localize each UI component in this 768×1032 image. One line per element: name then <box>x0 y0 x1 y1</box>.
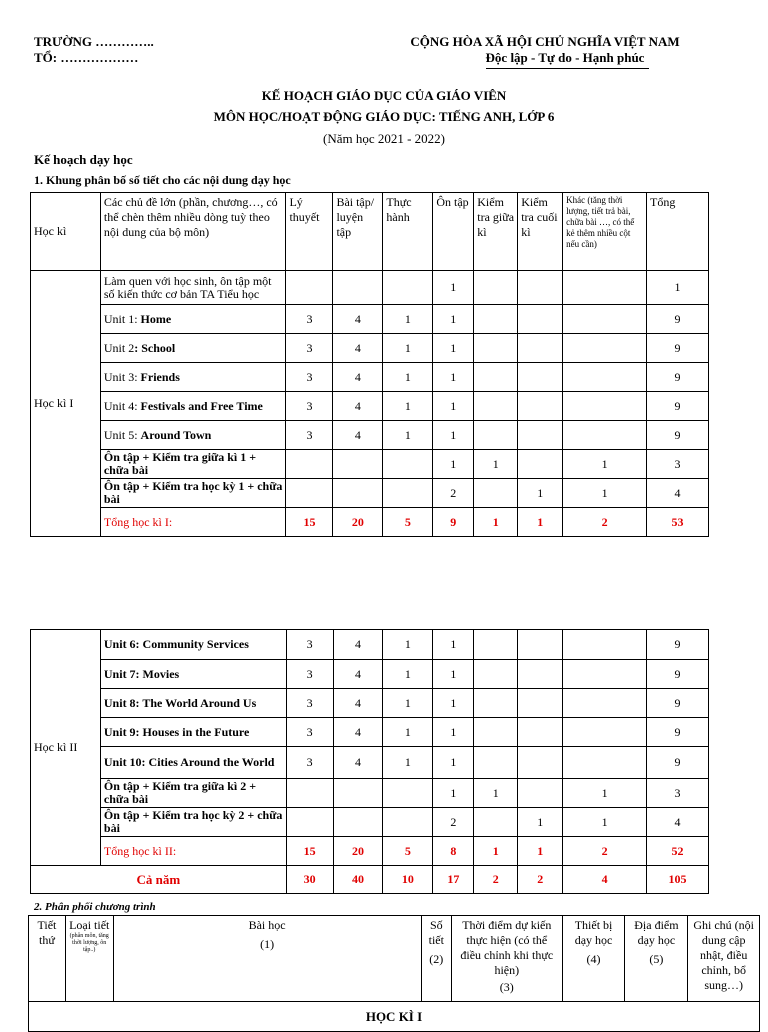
col-ghi-chu: Ghi chú (nội dung cập nhật, điều chỉnh, bổ sung…) <box>688 916 760 1002</box>
school-header <box>34 34 154 66</box>
cell-th: 1 <box>383 689 433 718</box>
thiet-bi-num: (4) <box>586 952 601 966</box>
cell-lt: 3 <box>286 363 333 392</box>
total-khac: 2 <box>563 837 647 866</box>
semester2-table <box>30 629 709 894</box>
semester1-label: Học kì I <box>31 271 101 537</box>
col-on-tap: Ôn tập <box>433 193 474 271</box>
total-khac: 2 <box>563 508 647 537</box>
col-dia-diem <box>625 916 688 1002</box>
table-row <box>31 479 709 508</box>
cell-bt: 4 <box>333 392 383 421</box>
table-row <box>31 305 709 334</box>
year-label: Cả năm <box>31 866 287 894</box>
cell-ot: 1 <box>433 747 474 779</box>
unit-label: Unit 10: Cities Around the World <box>100 747 286 779</box>
year-ck: 2 <box>518 866 563 894</box>
nation-header <box>400 34 690 66</box>
school-name: TRƯỜNG ………….. <box>34 34 154 49</box>
cell-th: 1 <box>383 305 433 334</box>
intro-on-tap: 1 <box>433 271 474 305</box>
col-thoi-diem <box>451 916 562 1002</box>
cell-lt: 3 <box>286 421 333 450</box>
dia-diem-num: (5) <box>649 952 664 966</box>
nation-title: CỘNG HÒA XÃ HỘI CHỦ NGHĨA VIỆT NAM <box>410 34 680 49</box>
cell-tong: 9 <box>647 689 709 718</box>
table-row <box>31 747 709 779</box>
table-header-row <box>29 916 760 1002</box>
intro-tong: 1 <box>647 271 709 305</box>
cell-tong: 9 <box>647 334 709 363</box>
total-ot: 9 <box>433 508 474 537</box>
table-row <box>31 450 709 479</box>
cell-th: 1 <box>383 747 433 779</box>
semester2-label: Học kì II <box>31 630 101 866</box>
cell-ot: 1 <box>433 334 474 363</box>
total-bt: 20 <box>333 508 383 537</box>
table-row <box>31 718 709 747</box>
semester-row <box>29 1002 760 1032</box>
cell-th: 1 <box>383 392 433 421</box>
loai-tiet-note: (phân môn, tăng thời lượng, ôn tập..) <box>69 933 109 953</box>
cell-khac: 1 <box>563 779 647 808</box>
cell-khac: 1 <box>563 479 647 508</box>
cell-tong: 9 <box>647 421 709 450</box>
col-kt-giua-ki: Kiểm tra giữa kì <box>474 193 518 271</box>
col-khac: Khác (tăng thời lượng, tiết trả bài, chữa bài …, có thể kẻ thêm nhiều cột nếu cần) <box>563 193 647 271</box>
doc-title: KẾ HOẠCH GIÁO DỤC CỦA GIÁO VIÊN <box>261 88 507 103</box>
table-row <box>31 630 709 660</box>
table-row <box>31 808 709 837</box>
col-kt-cuoi-ki: Kiểm tra cuối kì <box>518 193 563 271</box>
review-mid-topic: Ôn tập + Kiểm tra giữa kì 1 + chữa bài <box>100 450 286 479</box>
table-row <box>31 660 709 689</box>
cell-bt: 4 <box>333 334 383 363</box>
cell-bt: 4 <box>333 689 383 718</box>
cell-ot: 1 <box>433 630 474 660</box>
unit-label: Unit 4: Festivals and Free Time <box>100 392 286 421</box>
program-table <box>28 915 760 1032</box>
cell-khac: 1 <box>563 450 647 479</box>
section-sub1: 1. Khung phân bố số tiết cho các nội dung dạy học <box>34 173 291 187</box>
cell-th: 1 <box>383 421 433 450</box>
cell-bt: 4 <box>333 660 383 689</box>
review-end-topic: Ôn tập + Kiểm tra học kỳ 1 + chữa bài <box>100 479 286 508</box>
cell-ot: 2 <box>433 479 474 508</box>
year-bt: 40 <box>333 866 383 894</box>
review-mid-topic: Ôn tập + Kiểm tra giữa kì 2 + chữa bài <box>100 779 286 808</box>
cell-ot: 1 <box>433 660 474 689</box>
year-total-row <box>31 866 709 894</box>
cell-lt: 3 <box>286 689 333 718</box>
motto: Độc lập - Tự do - Hạnh phúc <box>485 50 645 65</box>
col-so-tiet <box>421 916 451 1002</box>
total-gk: 1 <box>474 508 518 537</box>
col-ly-thuyet: Lý thuyết <box>286 193 333 271</box>
cell-tong: 3 <box>647 450 709 479</box>
total-ck: 1 <box>518 508 563 537</box>
cell-tong: 9 <box>647 363 709 392</box>
cell-ck: 1 <box>518 479 563 508</box>
cell-ck: 1 <box>518 808 563 837</box>
total-th: 5 <box>383 837 433 866</box>
cell-gk: 1 <box>474 450 518 479</box>
cell-tong: 4 <box>647 808 709 837</box>
year-tong: 105 <box>647 866 709 894</box>
col-chu-de: Các chủ đề lớn (phần, chương…, có thể chèn thêm nhiều dòng tuỳ theo nội dung của bộ môn) <box>100 193 286 271</box>
unit-label: Unit 6: Community Services <box>100 630 286 660</box>
bai-hoc-num: (1) <box>260 937 275 951</box>
col-tiet-thu: Tiết thứ <box>29 916 66 1002</box>
cell-ot: 1 <box>433 718 474 747</box>
col-hoc-ki: Học kì <box>31 193 101 271</box>
motto-underline <box>486 68 649 69</box>
thoi-diem-num: (3) <box>499 980 514 994</box>
unit-label: Unit 1: Home <box>100 305 286 334</box>
total-lt: 15 <box>286 508 333 537</box>
cell-bt: 4 <box>333 305 383 334</box>
col-loai-tiet <box>65 916 113 1002</box>
loai-tiet-label: Loại tiết <box>69 918 110 932</box>
year-lt: 30 <box>286 866 333 894</box>
total-th: 5 <box>383 508 433 537</box>
cell-lt: 3 <box>286 718 333 747</box>
cell-tong: 3 <box>647 779 709 808</box>
table-row <box>31 779 709 808</box>
col-tong: Tổng <box>647 193 709 271</box>
cell-ot: 1 <box>433 392 474 421</box>
total-ot: 8 <box>433 837 474 866</box>
cell-lt: 3 <box>286 660 333 689</box>
year-ot: 17 <box>433 866 474 894</box>
total-row <box>31 508 709 537</box>
cell-gk: 1 <box>474 779 518 808</box>
table-row <box>31 363 709 392</box>
table-row <box>31 689 709 718</box>
cell-ot: 1 <box>433 689 474 718</box>
cell-ot: 1 <box>433 779 474 808</box>
col-thuc-hanh: Thực hành <box>383 193 433 271</box>
semester-label: HỌC KÌ I <box>29 1002 760 1032</box>
col-bai-tap: Bài tập/ luyện tập <box>333 193 383 271</box>
so-tiet-num: (2) <box>429 952 444 966</box>
cell-lt: 3 <box>286 392 333 421</box>
cell-ot: 2 <box>433 808 474 837</box>
section-sub2: 2. Phân phối chương trình <box>34 901 156 913</box>
cell-tong: 9 <box>647 305 709 334</box>
col-thiet-bi <box>562 916 625 1002</box>
cell-bt: 4 <box>333 630 383 660</box>
semester1-table <box>30 192 709 537</box>
total-tong: 52 <box>647 837 709 866</box>
cell-th: 1 <box>383 334 433 363</box>
total-lt: 15 <box>286 837 333 866</box>
total-label: Tổng học kì I: <box>100 508 286 537</box>
total-bt: 20 <box>333 837 383 866</box>
unit-label: Unit 8: The World Around Us <box>100 689 286 718</box>
cell-tong: 9 <box>647 718 709 747</box>
table-row <box>31 392 709 421</box>
intro-topic: Làm quen với học sinh, ôn tập một số kiến thức cơ bản TA Tiểu học <box>100 271 286 305</box>
total-tong: 53 <box>647 508 709 537</box>
dia-diem-label: Địa điểm dạy học <box>634 918 679 947</box>
year-th: 10 <box>383 866 433 894</box>
unit-label: Unit 5: Around Town <box>100 421 286 450</box>
section-heading: Kế hoạch dạy học <box>34 152 133 167</box>
col-bai-hoc <box>113 916 421 1002</box>
doc-subject: MÔN HỌC/HOẠT ĐỘNG GIÁO DỤC: TIẾNG ANH, LỚP 6 <box>213 109 555 124</box>
cell-ot: 1 <box>433 363 474 392</box>
unit-label: Unit 3: Friends <box>100 363 286 392</box>
table-row <box>31 334 709 363</box>
cell-tong: 9 <box>647 660 709 689</box>
bai-hoc-label: Bài học <box>248 918 286 932</box>
cell-th: 1 <box>383 718 433 747</box>
cell-ot: 1 <box>433 421 474 450</box>
cell-th: 1 <box>383 630 433 660</box>
year-gk: 2 <box>474 866 518 894</box>
review-end-topic: Ôn tập + Kiểm tra học kỳ 2 + chữa bài <box>100 808 286 837</box>
cell-ot: 1 <box>433 305 474 334</box>
cell-lt: 3 <box>286 305 333 334</box>
cell-lt: 3 <box>286 630 333 660</box>
unit-label: Unit 7: Movies <box>100 660 286 689</box>
cell-bt: 4 <box>333 363 383 392</box>
total-label: Tổng học kì II: <box>100 837 286 866</box>
cell-tong: 9 <box>647 747 709 779</box>
school-year: (Năm học 2021 - 2022) <box>322 131 446 146</box>
so-tiet-label: Số tiết <box>428 918 444 947</box>
total-ck: 1 <box>518 837 563 866</box>
total-gk: 1 <box>474 837 518 866</box>
total-row <box>31 837 709 866</box>
table-row <box>31 421 709 450</box>
table-header-row <box>31 193 709 271</box>
cell-bt: 4 <box>333 421 383 450</box>
year-khac: 4 <box>563 866 647 894</box>
cell-tong: 9 <box>647 630 709 660</box>
unit-label: Unit 9: Houses in the Future <box>100 718 286 747</box>
thiet-bi-label: Thiết bị dạy học <box>574 918 613 947</box>
cell-lt: 3 <box>286 334 333 363</box>
cell-th: 1 <box>383 363 433 392</box>
table-row <box>31 271 709 305</box>
thoi-diem-label: Thời điểm dự kiến thực hiện (có thể điều chỉnh khi thực hiện) <box>460 918 554 977</box>
cell-lt: 3 <box>286 747 333 779</box>
cell-bt: 4 <box>333 718 383 747</box>
cell-tong: 4 <box>647 479 709 508</box>
group-name: TỔ: ……………… <box>34 50 139 65</box>
cell-khac: 1 <box>563 808 647 837</box>
unit-label: Unit 2: School <box>100 334 286 363</box>
cell-tong: 9 <box>647 392 709 421</box>
cell-ot: 1 <box>433 450 474 479</box>
cell-th: 1 <box>383 660 433 689</box>
cell-bt: 4 <box>333 747 383 779</box>
